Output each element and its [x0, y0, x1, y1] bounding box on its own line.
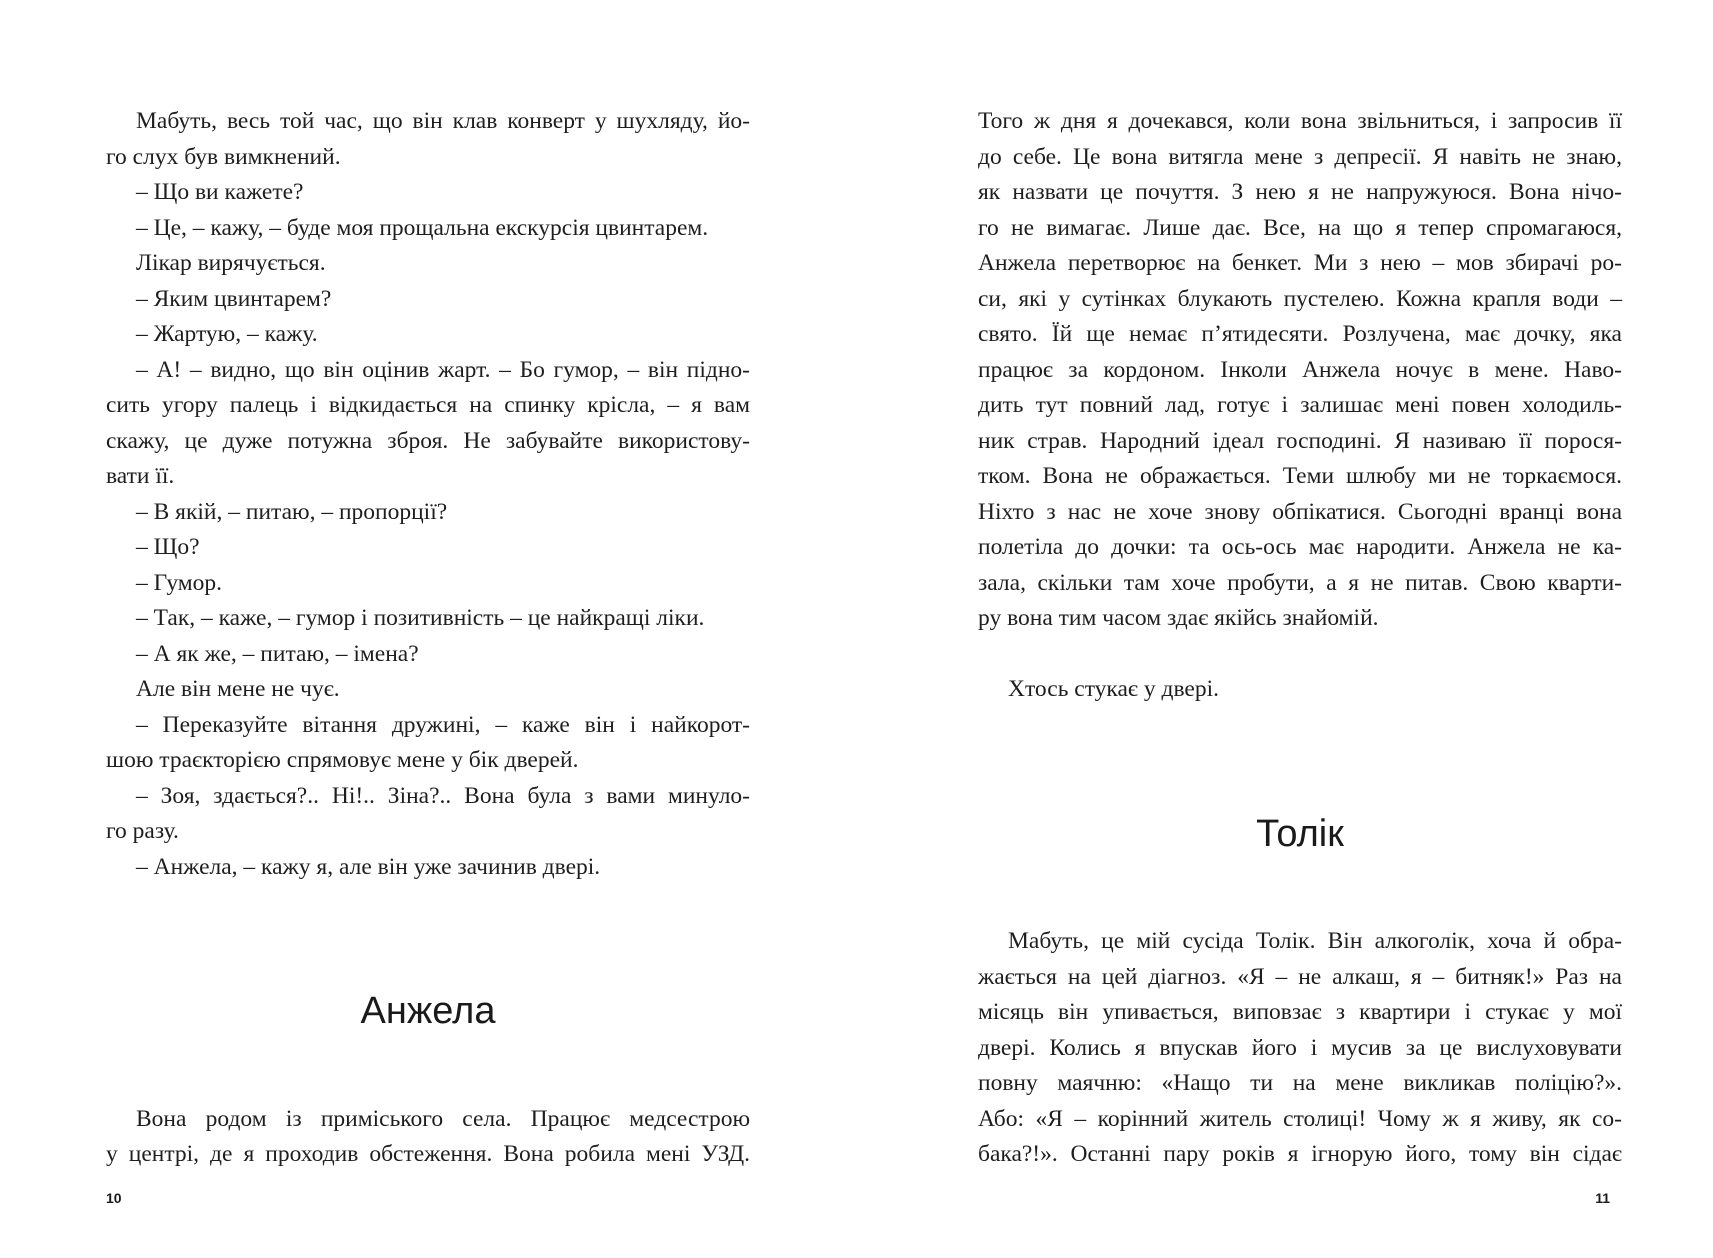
text-line: ник страв. Народний ідеал господині. Я називаю її порося- [978, 427, 1622, 454]
text-line: Мабуть, весь той час, що він клав конверт у шухляду, йо- [136, 108, 750, 134]
text-line: сить угору палець і відкидається на спинку крісла, – я вам [106, 392, 750, 418]
text-line: повну маячню: «Нащо ти на мене викликав поліцію?». [978, 1070, 1622, 1096]
text-line: – Жартую, – кажу. [136, 321, 318, 347]
text-line: Але він мене не чує. [136, 676, 340, 702]
text-line: шою траєкторією спрямовує мене у бік дверей. [106, 747, 579, 773]
right-body-text [978, 104, 1622, 637]
text-line: си, які у сутінках блукають пустелею. Кожна крапля води – [978, 285, 1622, 312]
left-text-column [106, 104, 750, 1173]
text-line: Того ж дня я дочекався, коли вона звільниться, і запросив її [978, 108, 1622, 134]
text-line: – Зоя, здається?.. Ні!.. Зіна?.. Вона була з вами минуло- [136, 782, 750, 809]
spacer [978, 708, 1622, 779]
text-line: го слух був вимкнений. [106, 143, 341, 170]
text-line: зала, скільки там хоче пробути, а я не питав. Свою кварти- [978, 569, 1622, 596]
text-line: свято. Їй ще немає п’ятидесяти. Розлучена, має дочку, яка [978, 321, 1622, 347]
text-line: Ніхто з нас не хоче знову обпікатися. Сьогодні вранці вона [978, 498, 1622, 525]
text-line: Мабуть, це мій сусіда Толік. Він алкоголік, хоча й обра- [1008, 928, 1622, 954]
text-line: – Так, – каже, – гумор і позитивність – це найкращі ліки. [136, 605, 705, 631]
right-page [856, 0, 1712, 1258]
text-line: скажу, це дуже потужна зброя. Не забувайте використову- [106, 427, 750, 454]
spacer [106, 1066, 750, 1102]
text-line: – А! – видно, що він оцінив жарт. – Бо гумор, – він підно- [136, 356, 750, 383]
text-line: до себе. Це вона витягла мене з депресії. Я навіть не знаю, [978, 143, 1622, 170]
text-line: у центрі, де я проходив обстеження. Вона робила мені УЗД. [106, 1141, 750, 1167]
text-line: двері. Колись я впускав його і мусив за це вислуховувати [978, 1034, 1622, 1061]
left-page [0, 0, 856, 1258]
left-chapter-text [106, 1102, 750, 1173]
text-line: Анжела перетворює на бенкет. Ми з нею – мов збирачі ро- [978, 250, 1622, 276]
chapter-title-tolik: Толік [1256, 812, 1344, 855]
right-chapter-text [978, 924, 1622, 1173]
page-number-left: 10 [106, 1190, 122, 1206]
text-line: – Переказуйте вітання дружині, – каже він і найкорот- [136, 711, 750, 738]
text-line: працює за кордоном. Інколи Анжела ночує в мене. Наво- [978, 356, 1622, 383]
text-line: ру вона тим часом здає якійсь знайомій. [978, 605, 1379, 631]
text-line: – Гумор. [136, 569, 223, 596]
text-line: – В якій, – питаю, – пропорції? [136, 498, 448, 525]
text-line: го не вимагає. Лише дає. Все, на що я тепер спромагаюся, [978, 214, 1622, 241]
text-line: місяць він упивається, виповзає з квартири і стукає у мої [978, 999, 1622, 1025]
text-line: полетіла до дочки: та ось-ось має народити. Анжела не ка- [978, 534, 1622, 560]
page-number-right: 11 [1595, 1190, 1610, 1206]
text-line: дить тут повний лад, готує і залишає мені повен холодиль- [978, 392, 1622, 418]
text-line: – Що? [136, 534, 200, 560]
text-line-break: Хтось стукає у двері. [1008, 676, 1220, 702]
text-line: – Анжела, – кажу я, але він уже зачинив двері. [136, 853, 601, 880]
text-line: – Яким цвинтарем? [136, 285, 332, 312]
text-line: як назвати це почуття. З нею я не напружуюся. Вона нічо- [978, 179, 1622, 205]
text-line: го разу. [106, 818, 179, 844]
text-line: – А як же, – питаю, – імена? [136, 640, 419, 667]
text-line: – Це, – кажу, – буде моя прощальна екскурсія цвинтарем. [136, 214, 709, 241]
text-line: – Що ви кажете? [136, 179, 304, 205]
spacer [978, 637, 1622, 673]
text-line: Лікар вирячується. [136, 250, 326, 276]
spacer [978, 889, 1622, 925]
text-line: тком. Вона не ображається. Теми шлюбу ми не торкаємося. [978, 463, 1622, 489]
text-line: Або: «Я – корінний житель столиці! Чому ж я живу, як со- [978, 1105, 1622, 1132]
right-text-column [978, 104, 1622, 1173]
text-line: вати її. [106, 463, 175, 489]
text-line: Вона родом із приміського села. Працює медсестрою [136, 1105, 750, 1132]
text-line: бака?!». Останні пару років я ігнорую його, тому він сідає [978, 1141, 1622, 1167]
chapter-title-anzhela: Анжела [360, 990, 496, 1032]
left-body-text [106, 104, 750, 885]
text-line: жається на цей діагноз. «Я – не алкаш, я – битняк!» Раз на [978, 963, 1622, 990]
spacer [106, 885, 750, 956]
